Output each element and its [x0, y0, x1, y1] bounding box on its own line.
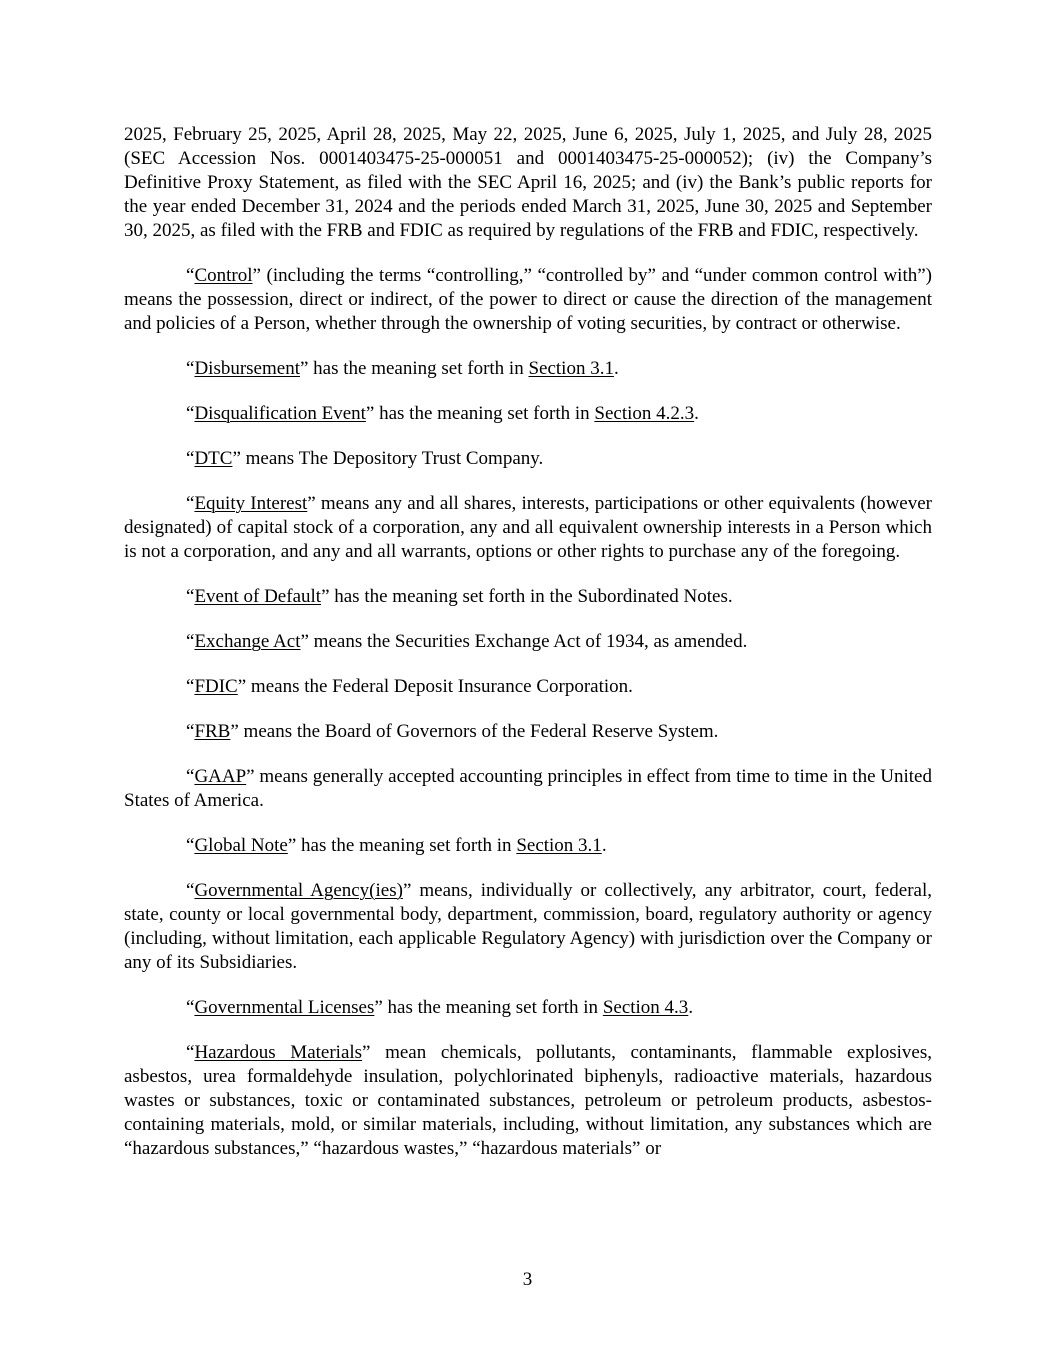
defined-term: Event of Default — [194, 586, 322, 607]
section-reference[interactable]: Section 3.1 — [516, 835, 602, 856]
paragraph-text: “ — [186, 1042, 195, 1063]
paragraph-text: ” has the meaning set forth in — [365, 403, 595, 424]
paragraph-disqualification-event — [124, 402, 932, 426]
paragraph-text: “ — [186, 835, 195, 856]
paragraph-text: “ — [186, 358, 195, 379]
paragraph-text: ” has the meaning set forth in — [299, 358, 529, 379]
paragraph-text: ” has the meaning set forth in the Subordinated Notes. — [321, 586, 733, 607]
paragraph-text: . — [601, 835, 607, 856]
defined-term: Exchange Act — [194, 631, 301, 652]
paragraph-governmental-licenses — [124, 996, 932, 1020]
paragraph-text: “ — [186, 997, 195, 1018]
paragraph-text: ” means, individually or collectively, any arbitrator, court, federal, state, county or local governmental body, department, commission, board, regulatory authority or agency (including, without limitation, each applicable Regulatory Agency) with jurisdiction over the Company or any of its Subsidiaries. — [124, 880, 933, 973]
page-number: 3 — [522, 1269, 533, 1290]
paragraph-disbursement — [124, 357, 932, 381]
paragraph-control — [124, 264, 932, 336]
paragraph-text: “ — [186, 493, 195, 514]
defined-term: Hazardous Materials — [194, 1042, 363, 1063]
paragraph-text: “ — [186, 766, 195, 787]
paragraph-text: ” means any and all shares, interests, participations or other equivalents (however designated) of capital stock of a corporation, any and all equivalent ownership interests in a Person which is not a corporation, and any and all warrants, options or other rights to purchase any of the foregoing. — [124, 493, 932, 562]
paragraph-text: “ — [186, 721, 195, 742]
paragraph-text: ” means generally accepted accounting principles in effect from time to time in the United States of America. — [124, 766, 932, 811]
paragraph-text: “ — [186, 676, 195, 697]
paragraph-text: 2025, February 25, 2025, April 28, 2025, May 22, 2025, June 6, 2025, July 1, 2025, and July 28, 2025 (SEC Accession Nos. 0001403475-25-000051 and 0001403475-25-000052); (iv) the Company’s Definitive Proxy Statement, as filed with the SEC April 16, 2025; and (iv) the Bank’s public reports for the year ended December 31, 2024 and the periods ended March 31, 2025, June 30, 2025 and September 30, 2025, as filed with the FRB and FDIC as required by regulations of the FRB and FDIC, respectively. — [124, 124, 932, 241]
paragraph-text: “ — [186, 448, 195, 469]
paragraph-text: “ — [186, 880, 195, 901]
defined-term: DTC — [194, 448, 233, 469]
defined-term: Governmental Licenses — [194, 997, 375, 1018]
paragraph-hazardous-materials — [124, 1041, 932, 1161]
defined-term: Equity Interest — [194, 493, 308, 514]
defined-term: FRB — [194, 721, 231, 742]
paragraph-text: “ — [186, 631, 195, 652]
paragraph-event-of-default — [124, 585, 932, 609]
paragraph-text: . — [688, 997, 694, 1018]
defined-term: Governmental Agency(ies) — [194, 880, 403, 901]
paragraph-text: ” (including the terms “controlling,” “controlled by” and “under common control with”) means the possession, direct or indirect, of the power to direct or cause the direction of the management and policies of a Person, whether through the ownership of voting securities, by contract or otherwise. — [124, 265, 932, 334]
paragraph-continuation — [124, 123, 932, 243]
paragraph-text: “ — [186, 586, 195, 607]
paragraph-text: ” has the meaning set forth in — [287, 835, 517, 856]
paragraph-frb — [124, 720, 932, 744]
defined-term: Disqualification Event — [194, 403, 366, 424]
defined-term: Control — [194, 265, 253, 286]
paragraph-text: ” means the Federal Deposit Insurance Corporation. — [237, 676, 633, 697]
paragraph-text: . — [613, 358, 619, 379]
paragraph-text: ” means The Depository Trust Company. — [232, 448, 544, 469]
defined-term: Global Note — [194, 835, 288, 856]
paragraph-gaap — [124, 765, 932, 813]
paragraph-text: ” mean chemicals, pollutants, contaminants, flammable explosives, asbestos, urea formaldehyde insulation, polychlorinated biphenyls, radioactive materials, hazardous wastes or substances, toxic or contaminated substances, petroleum or petroleum products, asbestos-containing materials, mold, or similar materials, including, without limitation, any substances which are “hazardous substances,” “hazardous wastes,” “hazardous materials” or — [124, 1042, 932, 1159]
section-reference[interactable]: Section 4.2.3 — [594, 403, 695, 424]
defined-term: Disbursement — [194, 358, 300, 379]
paragraph-text: “ — [186, 403, 195, 424]
paragraph-text: ” means the Board of Governors of the Federal Reserve System. — [230, 721, 719, 742]
defined-term: GAAP — [194, 766, 247, 787]
paragraph-governmental-agencies — [124, 879, 932, 975]
section-reference[interactable]: Section 4.3 — [602, 997, 689, 1018]
paragraph-text: ” means the Securities Exchange Act of 1934, as amended. — [300, 631, 748, 652]
paragraph-text: . — [694, 403, 699, 424]
paragraph-dtc — [124, 447, 932, 471]
section-reference[interactable]: Section 3.1 — [528, 358, 614, 379]
paragraph-equity-interest — [124, 492, 932, 564]
paragraph-global-note — [124, 834, 932, 858]
paragraph-fdic — [124, 675, 932, 699]
paragraph-text: “ — [186, 265, 195, 286]
paragraph-text: ” has the meaning set forth in — [374, 997, 603, 1018]
page-body — [124, 123, 932, 1182]
defined-term: FDIC — [194, 676, 238, 697]
paragraph-exchange-act — [124, 630, 932, 654]
